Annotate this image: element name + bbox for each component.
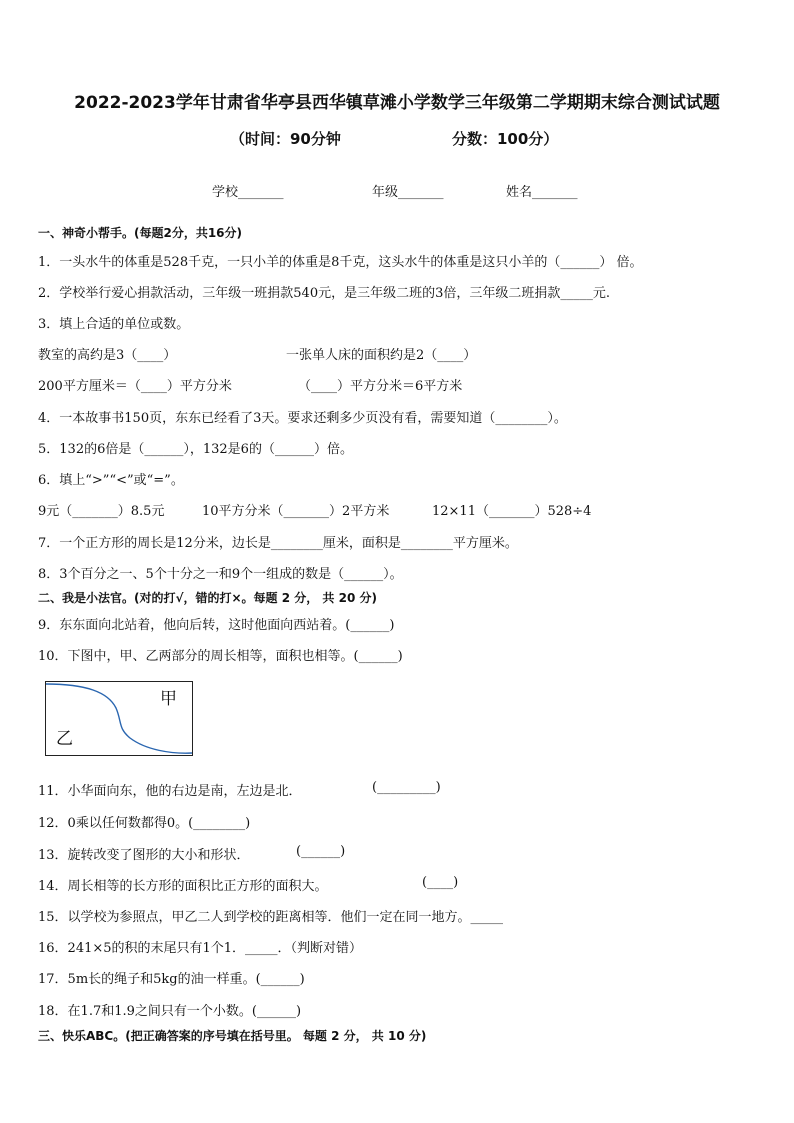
- question-6a: 9元（_______）8.5元: [38, 504, 165, 519]
- question-3c: 200平方厘米＝（____）平方分米: [38, 379, 232, 394]
- question-12: 12．0乘以任何数都得0。(________): [38, 816, 251, 831]
- question-11-answer: (_________): [372, 780, 441, 795]
- perimeter-area-figure: [45, 681, 193, 756]
- question-8: 8．3个百分之一、5个十分之一和9个一组成的数是（______）。: [38, 567, 403, 582]
- question-3b: 一张单人床的面积约是2（____）: [286, 348, 477, 363]
- question-14-answer: (____): [422, 875, 459, 890]
- question-3a: 教室的高约是3（____）: [38, 348, 177, 363]
- question-17: 17．5m长的绳子和5kg的油一样重。(______): [38, 972, 305, 987]
- question-3: 3．填上合适的单位或数。: [38, 317, 190, 332]
- question-18: 18．在1.7和1.9之间只有一个小数。(______): [38, 1004, 302, 1019]
- school-field: 学校_______: [212, 185, 284, 200]
- question-11: 11．小华面向东，他的右边是南，左边是北．: [38, 784, 302, 799]
- question-7: 7．一个正方形的周长是12分米，边长是________厘米，面积是________平方厘米。: [38, 536, 518, 551]
- page-title: 2022-2023学年甘肃省华亭县西华镇草滩小学数学三年级第二学期期末综合测试试题: [74, 93, 720, 113]
- name-field: 姓名_______: [506, 185, 578, 200]
- question-10: 10．下图中，甲、乙两部分的周长相等，面积也相等。(______): [38, 649, 403, 664]
- question-5: 5．132的6倍是（______），132是6的（______）倍。: [38, 442, 353, 457]
- section-1-heading: 一、神奇小帮手。(每题2分，共16分): [38, 226, 243, 240]
- question-3d: （____）平方分米＝6平方米: [298, 379, 463, 394]
- question-15: 15．以学校为参照点，甲乙二人到学校的距离相等．他们一定在同一地方。_____: [38, 910, 504, 925]
- exam-score: 分数：100分）: [452, 130, 559, 148]
- question-9: 9．东东面向北站着，他向后转，这时他面向西站着。(______): [38, 618, 395, 633]
- figure-label-yi: 乙: [56, 729, 73, 749]
- figure-label-jia: 甲: [160, 689, 177, 709]
- question-2: 2．学校举行爱心捐款活动，三年级一班捐款540元，是三年级二班的3倍，三年级二班捐款_____元.: [38, 286, 610, 301]
- question-13: 13．旋转改变了图形的大小和形状．: [38, 848, 250, 863]
- question-6: 6．填上“>”“<”或“=”。: [38, 473, 184, 488]
- question-13-answer: (______): [296, 844, 346, 859]
- question-14: 14．周长相等的长方形的面积比正方形的面积大。: [38, 879, 328, 894]
- question-6c: 12×11（_______）528÷4: [432, 504, 592, 519]
- exam-time: （时间：90分钟: [230, 130, 341, 148]
- section-2-heading: 二、我是小法官。(对的打√，错的打×。每题 2 分， 共 20 分): [38, 591, 377, 605]
- question-16: 16．241×5的积的末尾只有1个1．_____．（判断对错）: [38, 941, 363, 956]
- question-4: 4．一本故事书150页，东东已经看了3天。要求还剩多少页没有看，需要知道（________）。: [38, 411, 567, 426]
- grade-field: 年级_______: [372, 185, 444, 200]
- question-1: 1．一头水牛的体重是528千克，一只小羊的体重是8千克，这头水牛的体重是这只小羊的（______） 倍。: [38, 255, 643, 270]
- section-3-heading: 三、快乐ABC。(把正确答案的序号填在括号里。 每题 2 分， 共 10 分): [38, 1029, 427, 1043]
- question-6b: 10平方分米（_______）2平方米: [202, 504, 390, 519]
